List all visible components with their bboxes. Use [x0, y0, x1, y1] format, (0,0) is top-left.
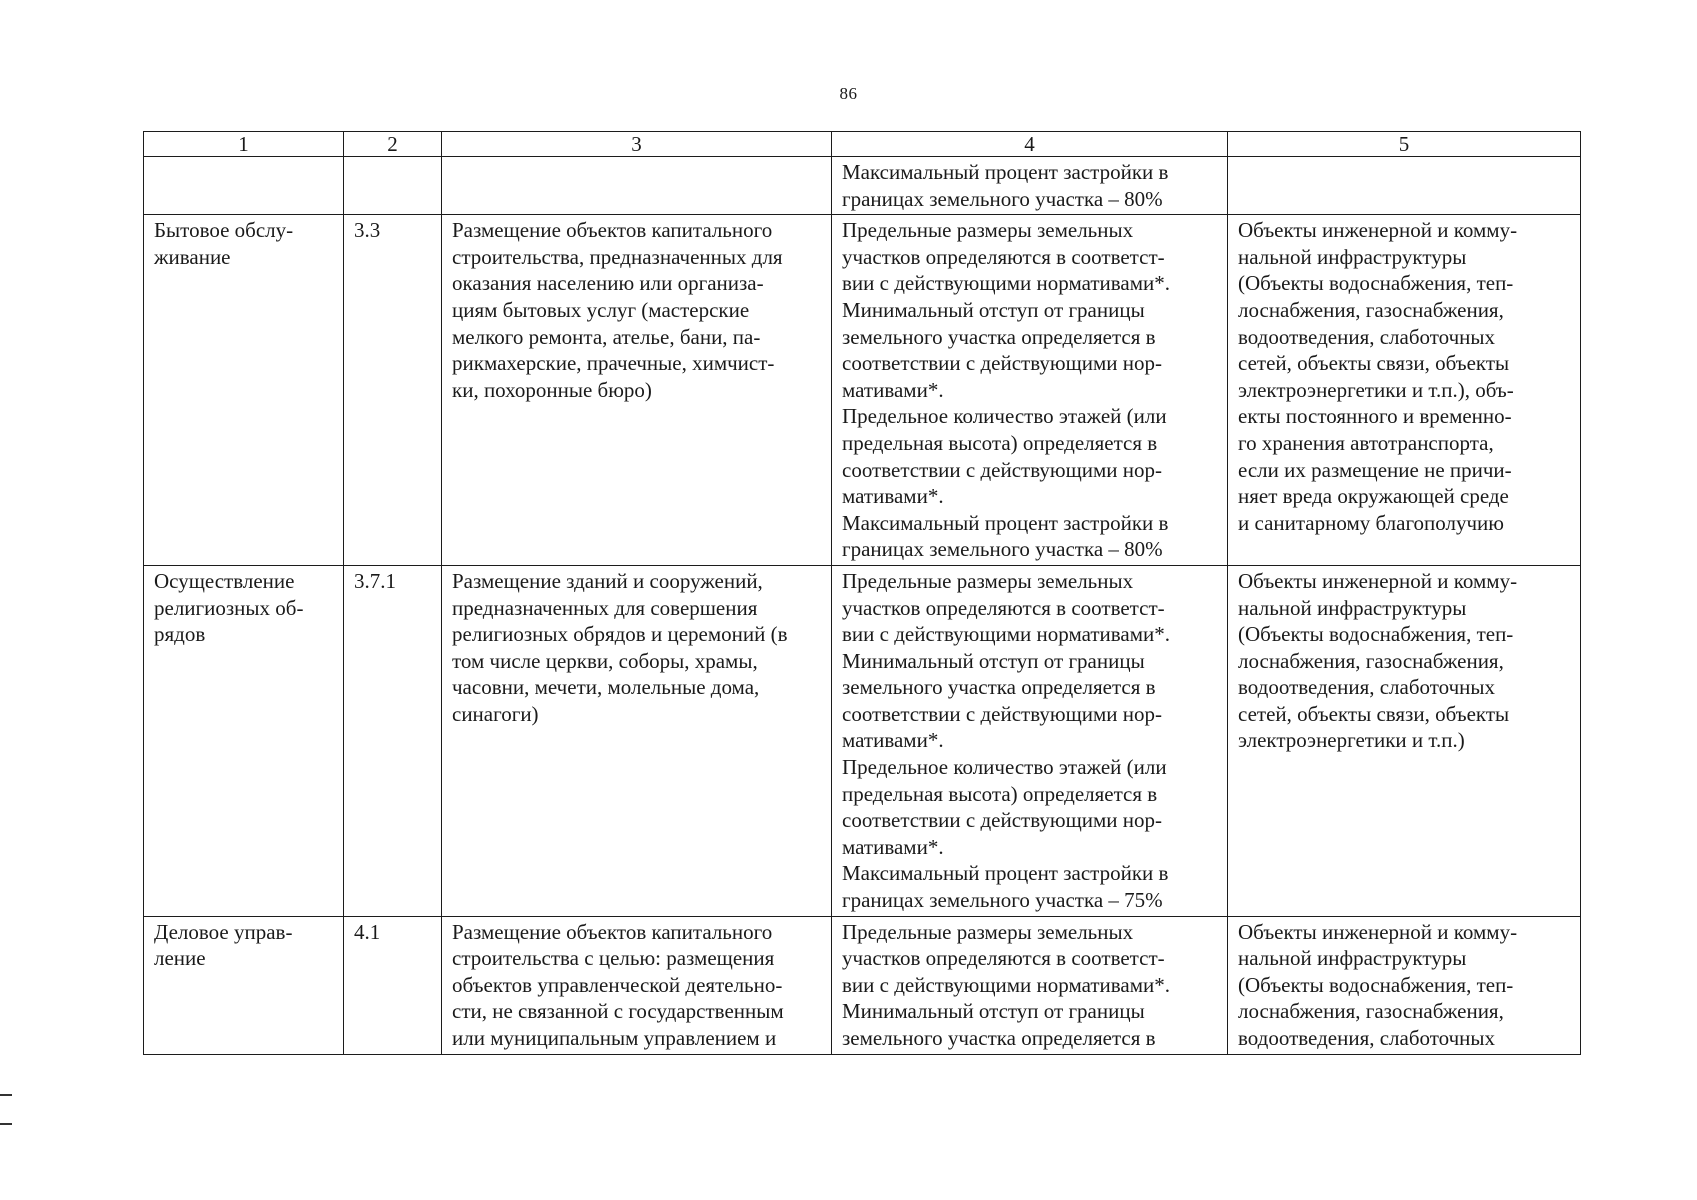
- cell-line: вии с действующими нормативами*.: [842, 622, 1171, 647]
- cell-line: участков определяются в соответст-: [842, 244, 1165, 269]
- cell-line: Размещение зданий и сооружений,: [452, 568, 763, 593]
- cell-line: Размещение объектов капитального: [452, 919, 773, 944]
- cell-line: сетей, объекты связи, объекты: [1238, 351, 1510, 376]
- column-number-5: 5: [1228, 132, 1581, 157]
- cell-line: объектов управленческой деятельно-: [452, 972, 783, 997]
- use-description-cell: [442, 157, 832, 215]
- column-number-2: 2: [344, 132, 442, 157]
- cell-line: Объекты инженерной и комму-: [1238, 218, 1518, 243]
- cell-line: рядов: [154, 622, 206, 647]
- cell-line: ление: [154, 946, 206, 971]
- cell-line: мативами*.: [842, 484, 944, 509]
- cell-line: Предельные размеры земельных: [842, 568, 1134, 593]
- cell-line: Предельные размеры земельных: [842, 919, 1134, 944]
- cell-line: водоотведения, слаботочных: [1238, 1026, 1496, 1050]
- margin-mark: [0, 1094, 12, 1096]
- table-row: [144, 565, 1581, 916]
- use-name-cell: [144, 916, 344, 1054]
- auxiliary-objects-cell: [1228, 215, 1581, 566]
- cell-line: религиозных об-: [154, 595, 304, 620]
- cell-line: границах земельного участка – 75%: [842, 888, 1163, 913]
- cell-line: земельного участка определяется в: [842, 324, 1156, 349]
- cell-line: лоснабжения, газоснабжения,: [1238, 648, 1504, 673]
- table-row: [144, 916, 1581, 1054]
- cell-line: сетей, объекты связи, объекты: [1238, 701, 1510, 726]
- cell-line: ки, похоронные бюро): [452, 377, 652, 402]
- cell-line: живание: [154, 244, 231, 269]
- cell-line: (Объекты водоснабжения, теп-: [1238, 271, 1514, 296]
- cell-line: водоотведения, слаботочных: [1238, 675, 1496, 700]
- cell-line: Размещение объектов капитального: [452, 218, 773, 243]
- cell-line: синагоги): [452, 701, 539, 726]
- cell-line: мелкого ремонта, ателье, бани, па-: [452, 324, 761, 349]
- use-name-cell: [144, 215, 344, 566]
- use-description-cell: [442, 916, 832, 1054]
- parameters-cell: [832, 916, 1228, 1054]
- use-name-cell: [144, 565, 344, 916]
- cell-line: Предельное количество этажей (или: [842, 755, 1167, 780]
- cell-line: Осуществление: [154, 568, 295, 593]
- column-number-4: 4: [832, 132, 1228, 157]
- cell-line: вии с действующими нормативами*.: [842, 271, 1171, 296]
- cell-line: Максимальный процент застройки в: [842, 861, 1169, 886]
- cell-line: строительства с целью: размещения: [452, 946, 775, 971]
- cell-line: соответствии с действующими нор-: [842, 457, 1163, 482]
- cell-line: и санитарному благополучию: [1238, 510, 1504, 535]
- use-code-cell: 3.7.1: [344, 565, 442, 916]
- parameters-cell: [832, 215, 1228, 566]
- cell-line: Максимальный процент застройки в: [842, 510, 1169, 535]
- column-number-1: 1: [144, 132, 344, 157]
- cell-line: или муниципальным управлением и: [452, 1026, 777, 1050]
- cell-line: нальной инфраструктуры: [1238, 244, 1467, 269]
- auxiliary-objects-cell: [1228, 157, 1581, 215]
- cell-line: лоснабжения, газоснабжения,: [1238, 999, 1504, 1024]
- cell-line: екты постоянного и временно-: [1238, 404, 1512, 429]
- cell-line: Объекты инженерной и комму-: [1238, 919, 1518, 944]
- cell-line: том числе церкви, соборы, храмы,: [452, 648, 758, 673]
- auxiliary-objects-cell: [1228, 565, 1581, 916]
- cell-line: предельная высота) определяется в: [842, 781, 1158, 806]
- cell-line: няет вреда окружающей среде: [1238, 484, 1509, 509]
- use-code-cell: [344, 157, 442, 215]
- cell-line: мативами*.: [842, 728, 944, 753]
- cell-line: оказания населению или организа-: [452, 271, 764, 296]
- cell-line: предназначенных для совершения: [452, 595, 758, 620]
- cell-line: земельного участка определяется в: [842, 1026, 1156, 1050]
- cell-line: циям бытовых услуг (мастерские: [452, 297, 750, 322]
- cell-line: участков определяются в соответст-: [842, 595, 1165, 620]
- cell-line: рикмахерские, прачечные, химчист-: [452, 351, 775, 376]
- use-code-cell: 4.1: [344, 916, 442, 1054]
- parameters-cell: [832, 565, 1228, 916]
- land-use-table: [143, 131, 1581, 1055]
- cell-line: вии с действующими нормативами*.: [842, 972, 1171, 997]
- cell-line: нальной инфраструктуры: [1238, 946, 1467, 971]
- cell-line: Минимальный отступ от границы: [842, 648, 1145, 673]
- cell-line: предельная высота) определяется в: [842, 430, 1158, 455]
- table-row: [144, 215, 1581, 566]
- cell-line: Минимальный отступ от границы: [842, 297, 1145, 322]
- cell-line: (Объекты водоснабжения, теп-: [1238, 622, 1514, 647]
- parameters-cell: [832, 157, 1228, 215]
- use-description-cell: [442, 215, 832, 566]
- cell-line: соответствии с действующими нор-: [842, 808, 1163, 833]
- use-description-cell: [442, 565, 832, 916]
- use-name-cell: [144, 157, 344, 215]
- cell-line: Предельные размеры земельных: [842, 218, 1134, 243]
- cell-line: часовни, мечети, молельные дома,: [452, 675, 760, 700]
- use-code-cell: 3.3: [344, 215, 442, 566]
- cell-line: границах земельного участка – 80%: [842, 186, 1163, 211]
- column-number-row: [144, 132, 1581, 157]
- cell-line: сти, не связанной с государственным: [452, 999, 784, 1024]
- cell-line: мативами*.: [842, 834, 944, 859]
- cell-line: Объекты инженерной и комму-: [1238, 568, 1518, 593]
- cell-line: Минимальный отступ от границы: [842, 999, 1145, 1024]
- cell-line: Максимальный процент застройки в: [842, 160, 1169, 184]
- cell-line: участков определяются в соответст-: [842, 946, 1165, 971]
- cell-line: границах земельного участка – 80%: [842, 537, 1163, 562]
- cell-line: электроэнергетики и т.п.), объ-: [1238, 377, 1514, 402]
- cell-line: соответствии с действующими нор-: [842, 701, 1163, 726]
- table-row: [144, 157, 1581, 215]
- cell-line: нальной инфраструктуры: [1238, 595, 1467, 620]
- cell-line: соответствии с действующими нор-: [842, 351, 1163, 376]
- cell-line: религиозных обрядов и церемоний (в: [452, 622, 788, 647]
- cell-line: лоснабжения, газоснабжения,: [1238, 297, 1504, 322]
- cell-line: Бытовое обслу-: [154, 218, 294, 243]
- cell-line: (Объекты водоснабжения, теп-: [1238, 972, 1514, 997]
- page-number: 86: [839, 84, 858, 103]
- cell-line: водоотведения, слаботочных: [1238, 324, 1496, 349]
- cell-line: го хранения автотранспорта,: [1238, 430, 1494, 455]
- cell-line: строительства, предназначенных для: [452, 244, 783, 269]
- cell-line: электроэнергетики и т.п.): [1238, 728, 1465, 753]
- cell-line: если их размещение не причи-: [1238, 457, 1512, 482]
- cell-line: мативами*.: [842, 377, 944, 402]
- auxiliary-objects-cell: [1228, 916, 1581, 1054]
- cell-line: Деловое управ-: [154, 919, 293, 944]
- cell-line: Предельное количество этажей (или: [842, 404, 1167, 429]
- column-number-3: 3: [442, 132, 832, 157]
- margin-mark: [0, 1123, 12, 1125]
- cell-line: земельного участка определяется в: [842, 675, 1156, 700]
